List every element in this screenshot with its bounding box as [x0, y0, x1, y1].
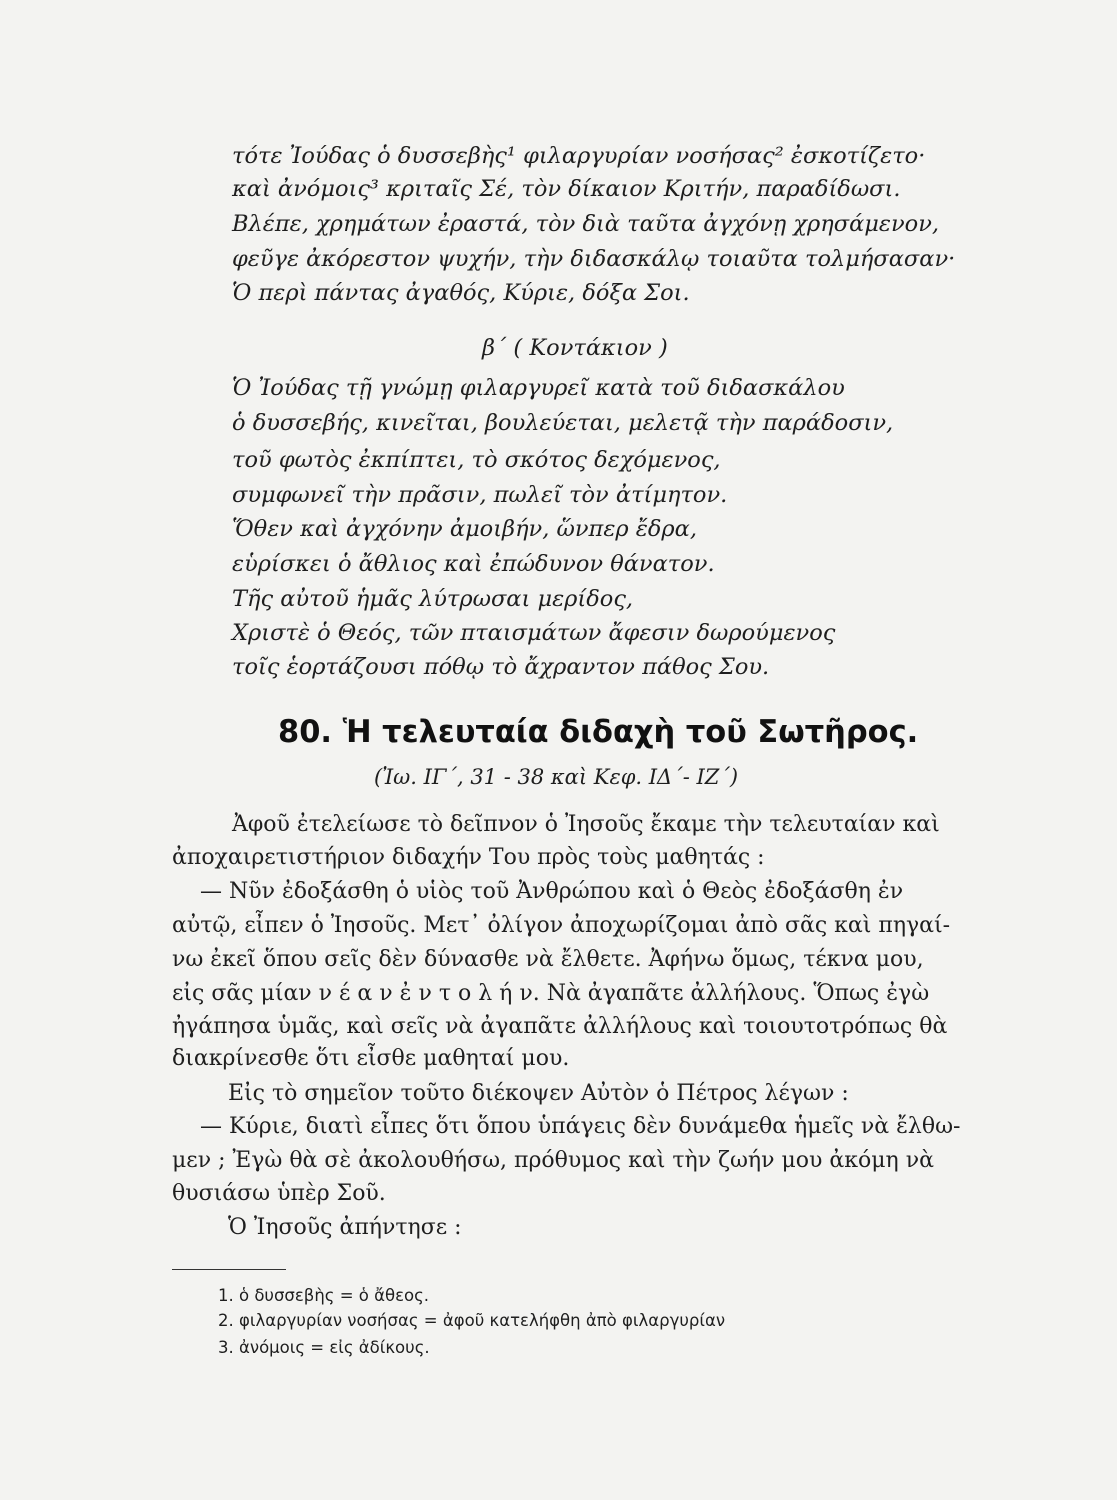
body-line-12: θυσιάσω ὑπὲρ Σοῦ.	[172, 1181, 386, 1206]
body-line-2: ἀποχαιρετιστήριον διδαχήν Του πρὸς τοὺς μαθητάς :	[172, 845, 765, 870]
hymn-line-3: Βλέπε, χρημάτων ἐραστά, τὸν διὰ ταῦτα ἀγχόνῃ χρησάμενον,	[232, 211, 940, 237]
footnote-2: 2. φιλαργυρίαν νοσήσας = ἀφοῦ κατελήφθη ἀπὸ φιλαργυρίαν	[218, 1311, 726, 1330]
body-line-5: νω ἐκεῖ ὅπου σεῖς δὲν δύνασθε νὰ ἔλθετε. Ἀφήνω ὅμως, τέκνα μου,	[172, 947, 924, 972]
kontakion-line-2: ὁ δυσσεβής, κινεῖται, βουλεύεται, μελετᾷ τὴν παράδοσιν,	[232, 410, 894, 436]
kontakion-line-9: τοῖς ἑορτάζουσι πόθῳ τὸ ἄχραντον πάθος Σου.	[232, 654, 770, 680]
hymn-line-5: Ὁ περὶ πάντας ἀγαθός, Κύριε, δόξα Σοι.	[232, 280, 690, 306]
footnote-divider	[172, 1269, 286, 1270]
hymn-line-4: φεῦγε ἀκόρεστον ψυχήν, τὴν διδασκάλῳ τοιαῦτα τολμήσασαν·	[232, 246, 956, 272]
footnote-1: 1. ὁ δυσσεβὴς = ὁ ἄθεος.	[218, 1286, 430, 1305]
body-line-13: Ὁ Ἰησοῦς ἀπήντησε :	[228, 1215, 462, 1240]
kontakion-line-5: Ὅθεν καὶ ἀγχόνην ἀμοιβήν, ὥνπερ ἔδρα,	[232, 516, 697, 542]
body-line-9: Εἰς τὸ σημεῖον τοῦτο διέκοψεν Αὐτὸν ὁ Πέτρος λέγων :	[228, 1081, 849, 1106]
body-line-10: — Κύριε, διατὶ εἶπες ὅτι ὅπου ὑπάγεις δὲν δυνάμεθα ἡμεῖς νὰ ἔλθω-	[200, 1114, 961, 1139]
kontakion-line-3: τοῦ φωτὸς ἐκπίπτει, τὸ σκότος δεχόμενος,	[232, 447, 721, 473]
section-reference: (Ἰω. ΙΓ΄, 31 - 38 καὶ Κεφ. ΙΔ΄- ΙΖ΄)	[374, 765, 739, 789]
body-line-6: εἰς σᾶς μίαν ν έ α ν ἐ ν τ ο λ ή ν. Νὰ ἀγαπᾶτε ἀλλήλους. Ὅπως ἐγὼ	[172, 981, 930, 1006]
kontakion-line-6: εὑρίσκει ὁ ἄθλιος καὶ ἐπώδυνον θάνατον.	[232, 551, 715, 577]
body-line-11: μεν ; Ἐγὼ θὰ σὲ ἀκολουθήσω, πρόθυμος καὶ τὴν ζωήν μου ἀκόμη νὰ	[172, 1148, 934, 1173]
footnote-3: 3. ἀνόμοις = εἰς ἀδίκους.	[218, 1338, 430, 1357]
kontakion-line-1: Ὁ Ἰούδας τῇ γνώμῃ φιλαργυρεῖ κατὰ τοῦ διδασκάλου	[232, 375, 845, 401]
body-line-3: — Νῦν ἐδοξάσθη ὁ υἱὸς τοῦ Ἀνθρώπου καὶ ὁ Θεὸς ἐδοξάσθη ἐν	[200, 879, 904, 904]
body-line-1: Ἀφοῦ ἐτελείωσε τὸ δεῖπνον ὁ Ἰησοῦς ἔκαμε τὴν τελευταίαν καὶ	[232, 812, 940, 837]
section-heading: 80. Ἡ τελευταία διδαχὴ τοῦ Σωτῆρος.	[278, 714, 919, 750]
kontakion-line-4: συμφωνεῖ τὴν πρᾶσιν, πωλεῖ τὸν ἀτίμητον.	[232, 482, 728, 508]
bleed-through-page-number	[172, 92, 183, 118]
kontakion-title: β΄ ( Κοντάκιον )	[482, 335, 668, 361]
hymn-line-2: καὶ ἀνόμοις³ κριταῖς Σέ, τὸν δίκαιον Κριτήν, παραδίδωσι.	[232, 176, 901, 202]
body-line-4: αὐτῷ, εἶπεν ὁ Ἰησοῦς. Μετ᾽ ὀλίγον ἀποχωρίζομαι ἀπὸ σᾶς καὶ πηγαί-	[172, 913, 951, 938]
body-line-8: διακρίνεσθε ὅτι εἶσθε μαθηταί μου.	[172, 1046, 570, 1071]
hymn-line-1: τότε Ἰούδας ὁ δυσσεβὴς¹ φιλαργυρίαν νοσήσας² ἐσκοτίζετο·	[232, 143, 926, 169]
body-line-7: ἠγάπησα ὑμᾶς, καὶ σεῖς νὰ ἀγαπᾶτε ἀλλήλους καὶ τοιουτοτρόπως θὰ	[172, 1014, 948, 1039]
kontakion-line-7: Τῆς αὐτοῦ ἡμᾶς λύτρωσαι μερίδος,	[232, 586, 634, 612]
kontakion-line-8: Χριστὲ ὁ Θεός, τῶν πταισμάτων ἄφεσιν δωρούμενος	[232, 620, 836, 646]
